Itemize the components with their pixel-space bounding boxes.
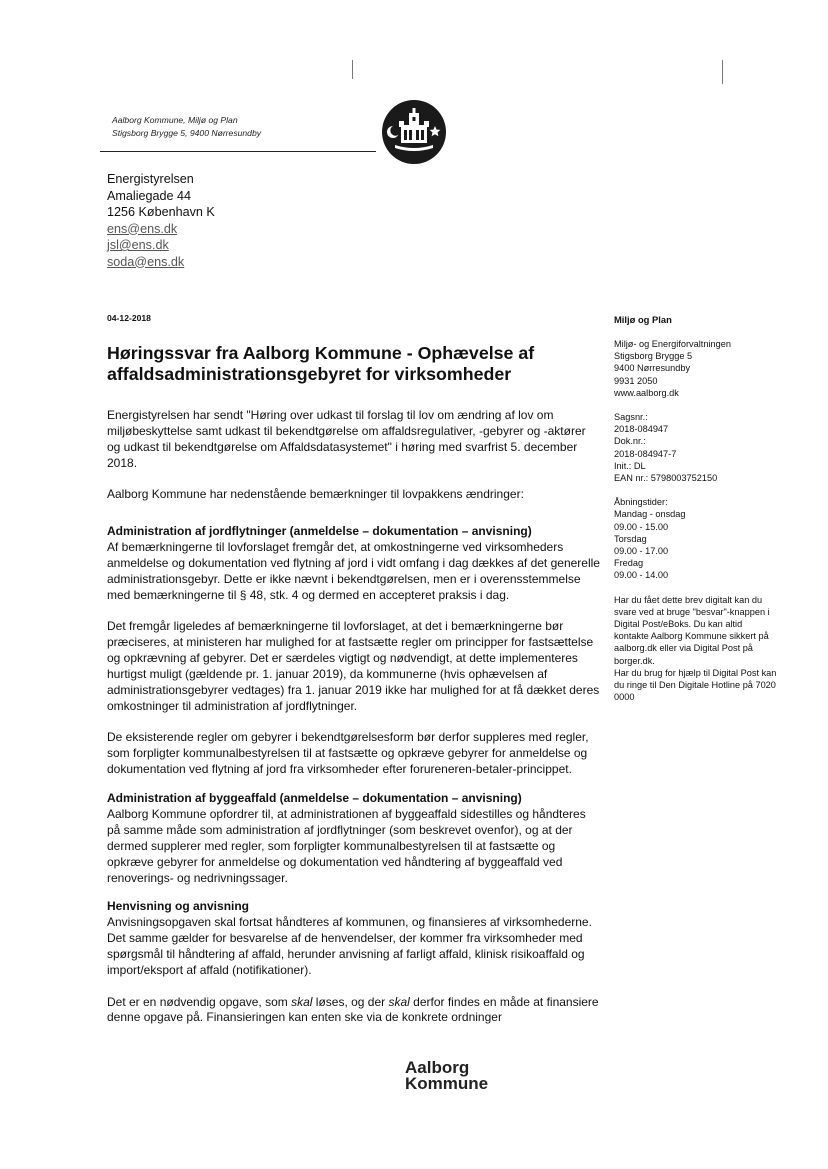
intro-paragraph: Energistyrelsen har sendt "Høring over udkast til forslag til lov om ændring af lov om miljøbeskyttelse samt udkast til bekendtgørelse om affaldsregulativer, -gebyrer og -aktører og udkast til bekendtgørelse om Affaldsdatasystemet" i høring med svarfrist 5. december 2018. bbox=[107, 408, 586, 470]
sender-address bbox=[112, 114, 261, 140]
email-link-jsl[interactable]: jsl@ens.dk bbox=[107, 238, 169, 252]
paragraph-finansiering bbox=[107, 995, 602, 1027]
case-number-label: Sagsnr.: bbox=[614, 412, 648, 423]
opening-day: Torsdag bbox=[614, 533, 647, 544]
paragraph-jordflytninger-3: De eksisterende regler om gebyrer i bekendtgørelsesform bør derfor suppleres med regler, som forpligter kommunalbestyrelsen til at fastsætte og opkræve gebyrer for anmeldelse og dokumentation ved flytning af jord fra virksomheder efter forureneren-betaler-princippet. bbox=[107, 730, 589, 777]
sidebar-address-line: Miljø- og Energiforvaltningen bbox=[614, 339, 731, 349]
heading-jordflytninger: Administration af jordflytninger (anmeldelse – dokumentation – anvisning) bbox=[107, 524, 532, 539]
sender-line-2: Stigsborg Brygge 5, 9400 Nørresundby bbox=[112, 128, 262, 138]
letter-title: Høringssvar fra Aalborg Kommune - Ophævelse af affaldsadministrationsgebyret for virksomheder bbox=[107, 343, 535, 384]
wordmark-line-1: Aalborg bbox=[405, 1058, 470, 1077]
paragraph-byggeaffald: Aalborg Kommune opfordrer til, at administrationen af byggeaffald sidestilles og håndteres på samme måde som administration af jordflytninger (som beskrevet ovenfor), og at der dermed supplerer med regler, som forpligter kommunalbestyrelsen til at fastsætte og opkræve gebyrer for anmeldelse og dokumentation ved håndtering af byggeaffald ved renoverings- og nedrivningssager. bbox=[107, 806, 586, 885]
opening-hours-label: Åbningstider: bbox=[614, 497, 668, 508]
email-link-soda[interactable]: soda@ens.dk bbox=[107, 254, 185, 269]
case-number: 2018-084947 bbox=[614, 424, 669, 435]
paragraph-henvisning: Anvisningsopgaven skal fortsat håndteres af kommunen, og finansieres af virksomhederne. Det samme gælder for besvarelse af de henvendelser, der kommer fra virksomheder med spørgsmål til håndtering af affald, herunder anvisning af farligt affald, klinisk risikoaffald og import/eksport af affald (notifikationer). bbox=[107, 915, 592, 978]
initials: Init.: DL bbox=[614, 460, 646, 471]
recipient-city: 1256 København K bbox=[107, 205, 215, 219]
opening-time: 09.00 - 17.00 bbox=[614, 546, 669, 557]
wordmark-line-2: Kommune bbox=[405, 1074, 489, 1093]
letter-date: 04-12-2018 bbox=[107, 313, 151, 323]
opening-day: Fredag bbox=[614, 558, 644, 569]
sender-divider bbox=[100, 151, 376, 152]
sidebar-address-line: Stigsborg Brygge 5 bbox=[614, 351, 693, 362]
emphasis-skal-1: skal bbox=[291, 994, 313, 1009]
opening-time: 09.00 - 15.00 bbox=[614, 521, 669, 532]
doc-number-label: Dok.nr.: bbox=[614, 436, 646, 447]
letter-body bbox=[107, 408, 602, 1042]
sidebar-phone: 9931 2050 bbox=[614, 375, 658, 386]
sidebar-address-line: 9400 Nørresundby bbox=[614, 363, 691, 374]
sidebar-opening-hours bbox=[614, 496, 779, 581]
sidebar-hotline: Har du brug for hjælp til Digital Post kan du ringe til Den Digitale Hotline på 7020 0000 bbox=[614, 667, 777, 703]
sidebar-department: Miljø og Plan bbox=[614, 314, 672, 325]
emphasis-skal-2: skal bbox=[388, 994, 410, 1009]
aalborg-kommune-wordmark bbox=[405, 1060, 488, 1092]
finansiering-text-c: derfor findes en måde at finansiere denne opgave på. Finansieringen kan enten ske via de konkrete ordninger bbox=[107, 994, 599, 1025]
remarks-paragraph: Aalborg Kommune har nedenstående bemærkninger til lovpakkens ændringer: bbox=[107, 487, 524, 502]
scan-mark-right bbox=[722, 60, 723, 84]
sidebar-website-link[interactable]: www.aalborg.dk bbox=[614, 387, 679, 398]
finansiering-text-b: løses, og der bbox=[312, 994, 389, 1009]
aalborg-seal-logo bbox=[381, 99, 447, 165]
sidebar-address bbox=[614, 338, 779, 399]
ean-number: EAN nr.: 5798003752150 bbox=[614, 473, 718, 484]
heading-henvisning: Henvisning og anvisning bbox=[107, 899, 250, 914]
heading-byggeaffald: Administration af byggeaffald (anmeldelse – dokumentation – anvisning) bbox=[107, 791, 522, 805]
doc-number: 2018-084947-7 bbox=[614, 448, 677, 459]
sender-line-1: Aalborg Kommune, Miljø og Plan bbox=[112, 115, 238, 125]
paragraph-jordflytninger-1: Af bemærkningerne til lovforslaget fremgår det, at omkostningerne ved virksomheders anmeldelse og dokumentation ved flytning af jord i vidt omfang i dag dækkes af det generelle administrationsgebyr. Dette er ikke nævnt i bekendtgørelsen, men er i overensstemmelse med bemærkningerne til § 48, stk. 4 og dermed en accepteret praksis i dag. bbox=[107, 540, 600, 602]
recipient-address bbox=[107, 171, 215, 270]
opening-day: Mandag - onsdag bbox=[614, 509, 686, 520]
sidebar-info bbox=[614, 338, 779, 703]
email-link-ens[interactable]: ens@ens.dk bbox=[107, 221, 178, 236]
sidebar-digital-post: Har du fået dette brev digitalt kan du svare ved at bruge "besvar"-knappen i Digital Post/eBoks. Du kan altid kontakte Aalborg Kommune sikkert på aalborg.dk eller via Digital Post på borger.dk. bbox=[614, 594, 770, 666]
finansiering-text-a: Det er en nødvendig opgave, som bbox=[107, 994, 292, 1009]
recipient-name: Energistyrelsen bbox=[107, 172, 194, 186]
recipient-street: Amaliegade 44 bbox=[107, 188, 192, 203]
paragraph-jordflytninger-2: Det fremgår ligeledes af bemærkningerne til lovforslaget, at det i bemærkningerne bør præciseres, at ministeren har mulighed for at fastsætte regler om principper for fastsættelse og opkrævning af gebyrer. Det er særdeles vigtigt og nødvendigt, at dette implementeres hurtigst muligt (gældende pr. 1. januar 2019), da kommunerne (hvis ophævelsen af administrationsgebyrer vedtages) fra 1. januar 2019 ikke har mulighed for at få dækket deres omkostninger til administration af jordflytninger. bbox=[107, 619, 600, 713]
scan-mark-left bbox=[352, 60, 353, 79]
opening-time: 09.00 - 14.00 bbox=[614, 570, 669, 581]
sidebar-case-info bbox=[614, 411, 779, 484]
